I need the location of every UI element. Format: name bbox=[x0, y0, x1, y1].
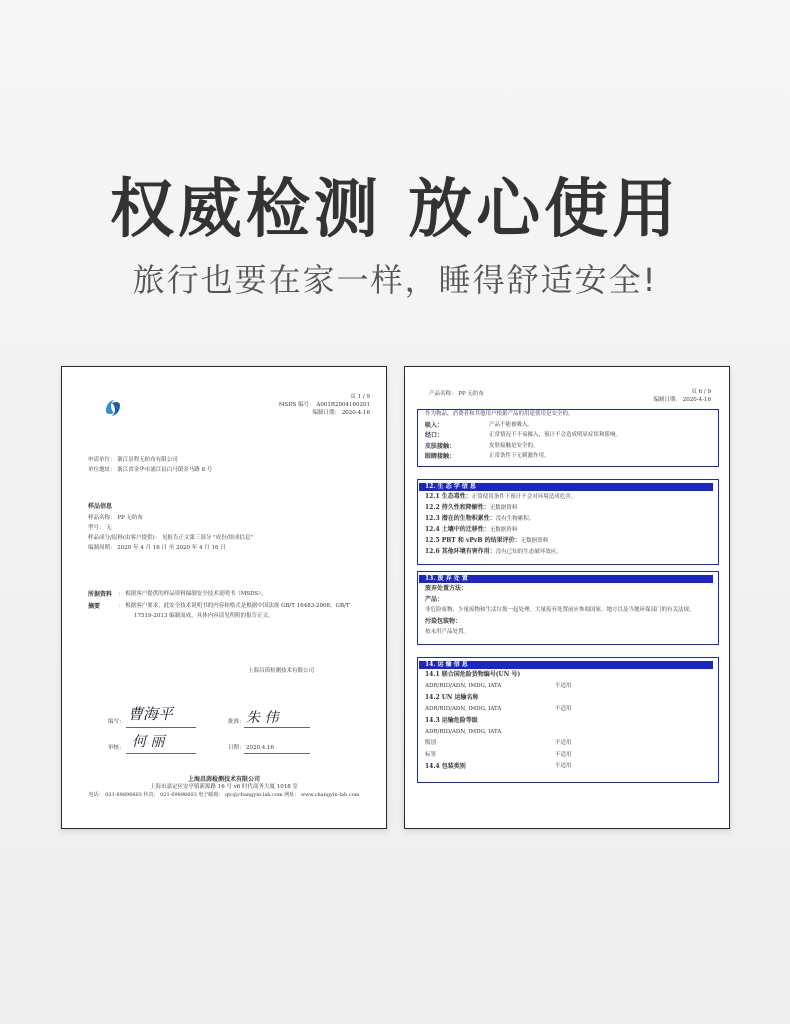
approve-line bbox=[244, 727, 310, 728]
applicant: 申请单位： 浙江景程无纺布有限公司 bbox=[88, 457, 178, 463]
review-line bbox=[126, 753, 196, 754]
row-value: 不适用 bbox=[555, 740, 572, 746]
row-text: ADR/RID/ADN, IMDG, IATA bbox=[425, 682, 502, 689]
row-text: ADR/RID/ADN, IMDG, IATA bbox=[425, 728, 502, 735]
row-label: 眼睛接触： bbox=[425, 453, 456, 460]
report-date: 编制日期： 2020-4-16 bbox=[653, 397, 711, 403]
prepared-label: 编写： bbox=[108, 719, 125, 725]
row-label: 吸入： bbox=[425, 421, 444, 429]
row-text: 标签 bbox=[425, 751, 437, 758]
review-signature: 何 丽 bbox=[132, 734, 165, 750]
prepared-signature: 曹海平 bbox=[128, 705, 174, 723]
row-label: 14.4 包装类别 bbox=[425, 763, 466, 770]
applicant-address: 单位地址： 浙江省金华市浦江县白马镇金马路 8 号 bbox=[88, 467, 213, 473]
report-date: 编制日期： 2020-4-16 bbox=[312, 410, 370, 416]
company-stamp-text: 上海昌茵检测技术有限公司 bbox=[248, 668, 315, 674]
row-value: 不适用 bbox=[555, 705, 572, 712]
ecology-row-label: 12.3 潜在的生物积累性：没有生物累积。 bbox=[425, 515, 535, 522]
row-label: 经口： bbox=[425, 432, 444, 439]
edit-period: 编制周期： 2020 年 4 月 16 日 至 2020 年 4 月 16 日 bbox=[88, 545, 226, 551]
sign-date: 2020.4.16 bbox=[246, 745, 274, 751]
transport-header: 14. 运 输 信 息 bbox=[419, 661, 713, 669]
date-label: 日期： bbox=[228, 745, 245, 751]
subheadline: 旅行也要在家一样，睡得舒适安全! bbox=[132, 261, 658, 299]
row-text: ADR/RID/ADN, IMDG, IATA bbox=[425, 705, 502, 712]
row-text: 级别 bbox=[425, 740, 437, 746]
row-text: 产品不能被吸入。 bbox=[489, 421, 534, 428]
footer-company: 上海昌茵检测技术有限公司 bbox=[187, 776, 260, 783]
ecology-row-text: 无数据资料 bbox=[489, 505, 518, 511]
lab-logo-icon bbox=[100, 397, 126, 419]
report-number: MSDS 编号： A001R2004160201 bbox=[278, 402, 370, 408]
ecology-row-text: 没有已知的生态破坏效应。 bbox=[495, 549, 562, 555]
ecology-row-label: 12.1 生态毒性：正常使用条件下预计不会对环境造成危害。 bbox=[425, 493, 577, 500]
headline: 权威检测 放心使用 bbox=[109, 173, 681, 247]
review-label: 审核： bbox=[108, 745, 125, 751]
row-text: 非危险废物，少量废物和生活垃圾一起处理。大量废弃处置前应参阅国家、地方以及当地环保部门的有关法规。 bbox=[425, 607, 695, 613]
row-value: 不适用 bbox=[555, 751, 572, 758]
row-label: 14.3 运输危险等级 bbox=[425, 717, 478, 724]
prepared-line bbox=[126, 727, 196, 728]
footer-contact: 电话： 021-69896603 传真： 021-69896603 电子邮箱： qtc@changyin-lab.com 网址： www.changyin-lab.com bbox=[88, 792, 360, 798]
sample-name: 样品名称： PP 无纺布 bbox=[88, 515, 143, 521]
ecology-row-text: 正常使用条件下预计不会对环境造成危害。 bbox=[471, 494, 577, 500]
product-name: 产品名称： PP 无纺布 bbox=[429, 391, 484, 397]
ecology-row-label: 12.6 其他环境有害作用：没有已知的生态破坏效应。 bbox=[425, 548, 562, 555]
ecology-header: 12. 生 态 学 信 息 bbox=[419, 483, 713, 491]
row-value: 不适用 bbox=[555, 682, 572, 689]
disposal-header: 13. 废 弃 处 置 bbox=[419, 575, 713, 583]
row-value: 不适用 bbox=[555, 763, 572, 769]
approve-label: 批准： bbox=[228, 719, 245, 725]
row-text: 正常情况下不易摄入，预计不会造成明显症状和影响。 bbox=[489, 432, 622, 438]
row-label: 14.2 UN 运输名称 bbox=[425, 694, 479, 701]
row-label: 皮肤接触： bbox=[425, 442, 456, 450]
row-text: 皮肤接触是安全的。 bbox=[489, 442, 539, 449]
row-text: 正常条件下无刺激作用。 bbox=[489, 453, 550, 459]
sample-info-title: 样品信息 bbox=[88, 503, 113, 510]
row-label: 废弃处置方法： bbox=[425, 585, 468, 592]
date-line bbox=[244, 753, 310, 754]
sample-model: 型号： 无 bbox=[88, 525, 112, 531]
footer-address: 上海市嘉定区安亭镇新源路 16 号 v6 时代商务大厦 1018 室 bbox=[149, 784, 299, 790]
basis-label: 所据资料 bbox=[88, 591, 113, 598]
summary-text-1: ： 根据客户要求，此安全技术说明书的内容和格式是根据中国法规 GB/T 16483-2008、GB/T bbox=[118, 603, 350, 609]
summary-text-2: 17519-2013 编制而成，具体内容请见所附的报告正文。 bbox=[134, 613, 274, 619]
ecology-row-label: 12.5 PBT 和 vPvB 的结果评价：无数据资料 bbox=[425, 537, 549, 544]
msds-page-6 bbox=[404, 366, 730, 829]
sample-composition: 样品成分/原料(由客户提供)： 见报告正文第三部分 "成份/组成信息" bbox=[88, 535, 254, 541]
row-text: 按未用产品处置。 bbox=[425, 629, 470, 635]
ecology-row-text: 没有生物累积。 bbox=[495, 516, 535, 522]
summary-label: 摘要 bbox=[88, 603, 101, 610]
ecology-row-label: 12.2 持久性和降解性：无数据资料 bbox=[425, 504, 518, 511]
row-text: 作为物品，消费者和其他用户根据产品的用途使用是安全的。 bbox=[425, 411, 574, 417]
ecology-row-text: 无数据资料 bbox=[489, 527, 518, 533]
row-label: 产品： bbox=[425, 596, 444, 603]
page-number: 页 6 / 9 bbox=[691, 389, 711, 395]
basis-text: ： 根据客户提供的样品资料编制安全技术说明书（MSDS）。 bbox=[118, 591, 267, 597]
ecology-row-label: 12.4 土壤中的迁移性：无数据资料 bbox=[425, 526, 518, 533]
ecology-row-text: 无数据资料 bbox=[520, 538, 549, 544]
row-label: 14.1 联合国危险货物编号(UN 号) bbox=[425, 671, 521, 678]
approve-signature: 朱 伟 bbox=[246, 710, 279, 726]
row-label: 污染包装物： bbox=[425, 618, 462, 625]
page-number: 页 1 / 9 bbox=[350, 394, 370, 400]
msds-cover-page bbox=[61, 366, 387, 829]
